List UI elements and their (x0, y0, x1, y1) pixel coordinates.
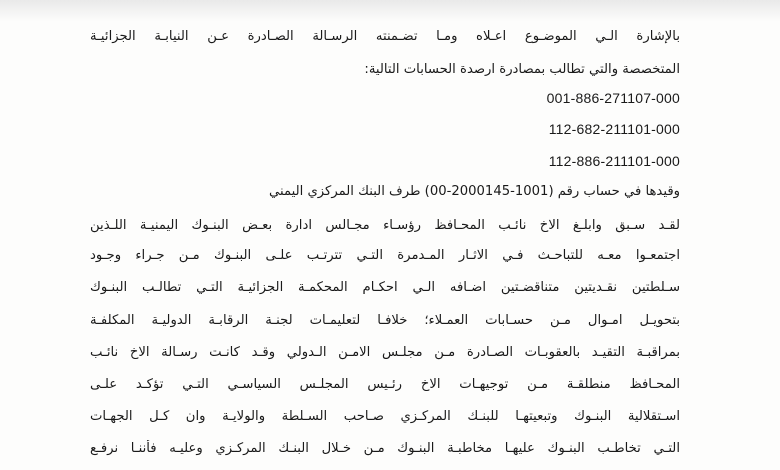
body-line-7: اسـتقلالية البنـوك وتبعيتهـا للبنـك المركـزي صـاحب السـلطة والولايـة وان كـل الجهـات (90, 409, 680, 424)
body-line-4: بتحويـل امـوال مـن حسـابات العمـلاء؛ خلافـا لتعليمـات لجنـة الرقابـة الدوليـة المكلفـة (90, 313, 680, 328)
body-line-5: بمراقبـة التقيـد بالعقوبـات الصـادرة مـن مجلـس الامـن الـدولي وقـد كانـت رسـالة الاخ نائـب (90, 345, 680, 360)
body-line-1: لقـد سـبق وابلـغ الاخ نائـب المحـافظ رؤسـاء مجـالس ادارة بعـض البنـوك اليمنيـة اللـذين (90, 218, 680, 233)
body-line-6: المحـافظ منطلقـة مـن توجيهـات الاخ رئـيس المجلـس السياسـي التـي تؤكـد علـى (90, 377, 680, 392)
account-number-2: 112-682-211101-000 (548, 121, 680, 137)
letter-line-2: المتخصصة والتي تطالب بمصادرة ارصدة الحسابات التالية: (364, 62, 680, 77)
account-number-1: 001-886-271107-000 (546, 90, 680, 106)
body-line-2: اجتمعـوا معـه للتباحـث فـي الاثـار المـدمرة التـي تترتـب علـى البنـوك مـن جـراء وجـود (90, 248, 680, 263)
deposit-account-line: وقيدها في حساب رقم (1001-2000145-00) طرف البنك المركزي اليمني (269, 184, 680, 199)
account-number-3: 112-886-211101-000 (548, 153, 680, 169)
body-line-8: التـي تخاطـب البنـوك عليهـا مخاطبـة البنـوك مـن خـلال البنـك المركـزي وعليـه فأننـا نرفـع (90, 441, 680, 456)
scan-shadow (0, 0, 780, 22)
letter-line-1: بالإشارة الـي الموضـوع اعـلاه ومـا تضـمنته الرسـالة الصـادرة عـن النيابـة الجزائيـة (90, 29, 680, 44)
body-line-3: سـلطتين نقـديتين متناقضـتين اضـافه الـي احكـام المحكمـة الجزائيـة التـي تطالـب البنـوك (90, 280, 680, 295)
